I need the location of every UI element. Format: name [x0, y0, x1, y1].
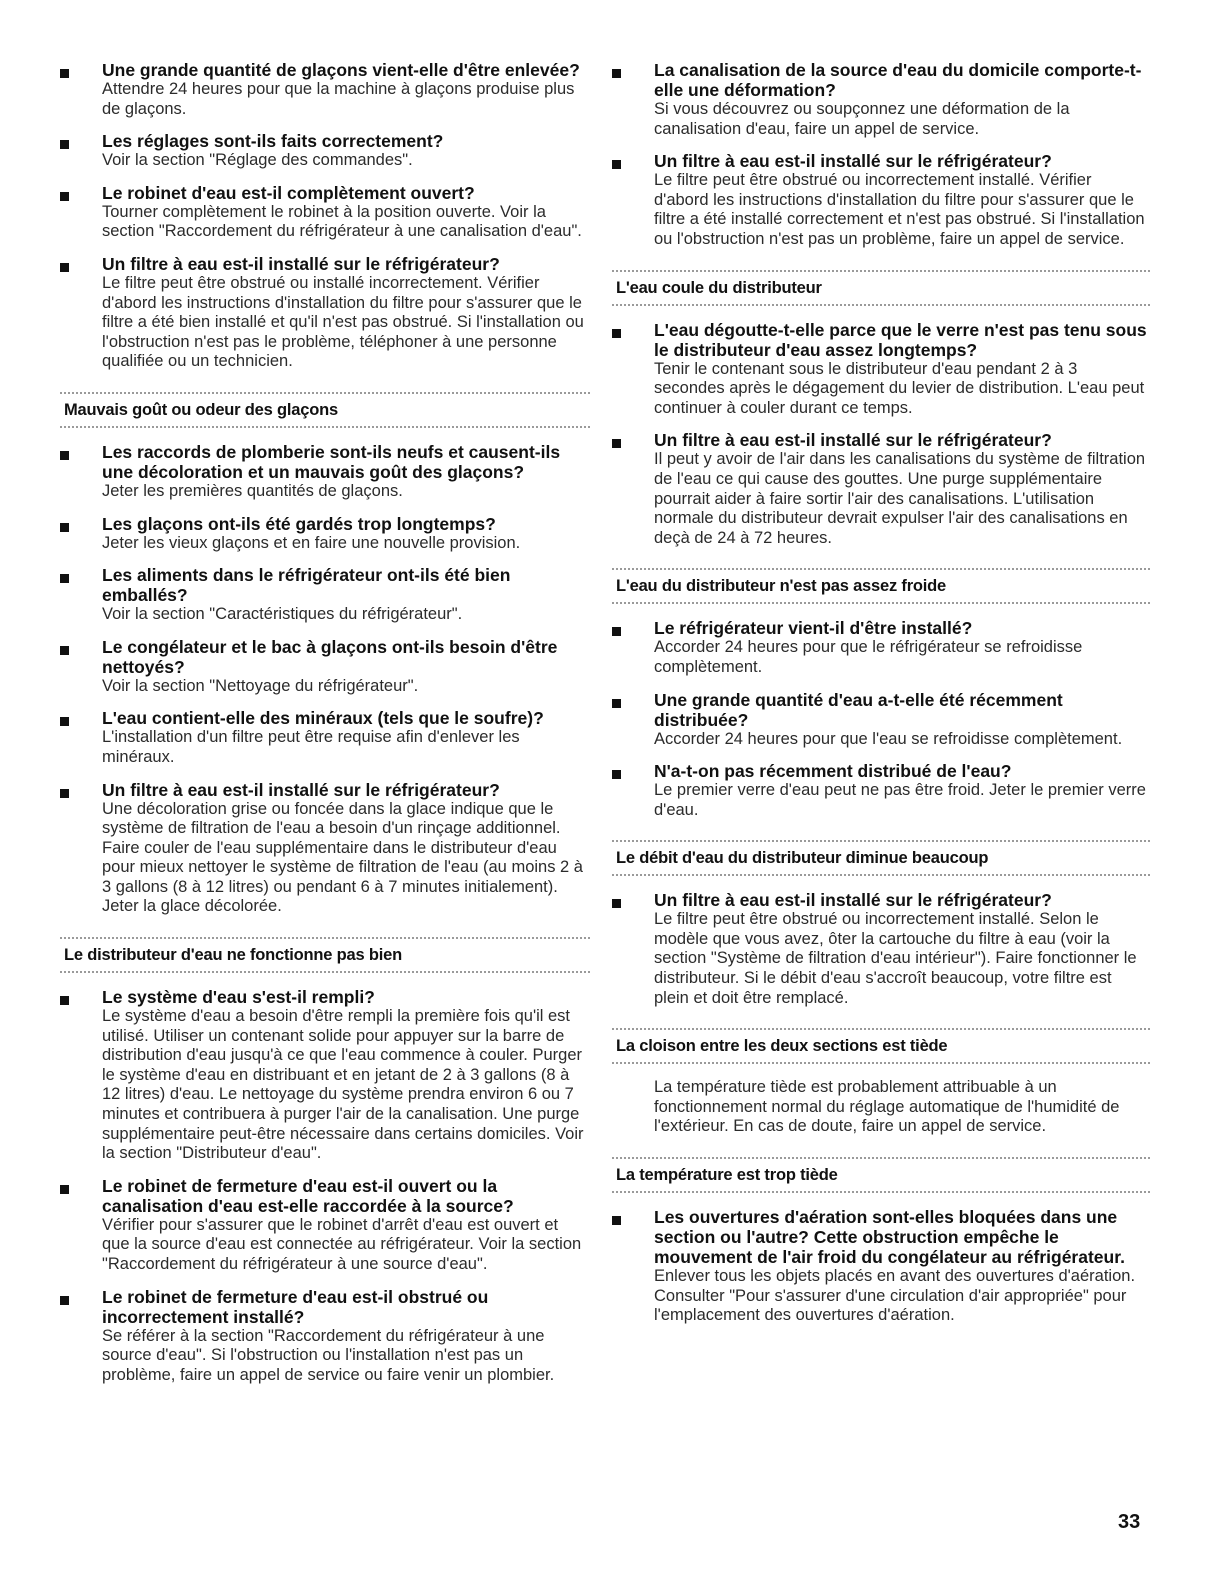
faq-question: Le réfrigérateur vient-il d'être installé? [654, 618, 973, 639]
square-bullet-icon [612, 627, 621, 636]
faq-item [60, 708, 590, 767]
dotted-rule [612, 1062, 1150, 1064]
square-bullet-icon [60, 789, 69, 798]
faq-item [60, 254, 590, 372]
faq-question: N'a-t-on pas récemment distribué de l'eau? [654, 761, 1012, 782]
faq-answer: Le système d'eau a besoin d'être rempli la première fois qu'il est utilisé. Utiliser un contenant solide pour appuyer sur la barre de distribution d'eau jusqu'à ce que l'eau commence à couler. Purger le système d'eau en distribuant et en jetant de 2 à 3 gallons (8 à 12 litres) d'eau. Le nettoyage du système prendra environ 6 ou 7 minutes et contribuera à purger l'air de la canalisation. Une purge supplémentaire peut-être nécessaire dans certains domiciles. Voir la section "Distributeur d'eau". [102, 1007, 584, 1163]
section-heading: Le distributeur d'eau ne fonctionne pas bien [64, 946, 402, 965]
faq-question: Un filtre à eau est-il installé sur le réfrigérateur? [654, 430, 1052, 451]
faq-question: Les aliments dans le réfrigérateur ont-ils été bien emballés? [102, 565, 511, 606]
section-heading: L'eau du distributeur n'est pas assez froide [616, 577, 947, 596]
square-bullet-icon [612, 1216, 621, 1225]
square-bullet-icon [60, 646, 69, 655]
faq-answer: Le filtre peut être obstrué ou installé incorrectement. Vérifier d'abord les instructions d'installation du filtre pour s'assurer que le filtre a été bien installé et qu'il n'est pas obstrué. Si l'installation ou l'obstruction n'est pas le problème, téléphoner à une personne qualifiée ou un technicien. [102, 273, 584, 371]
faq-answer: Une décoloration grise ou foncée dans la glace indique que le système de filtration de l'eau a besoin d'un rinçage additionnel. Faire couler de l'eau supplémentaire dans le distributeur d'eau pour mieux nettoyer le système de filtration de l'eau (au moins 2 à 3 gallons (8 à 12 litres) ou pendant 6 à 7 minutes initialement). Jeter la glace décolorée. [102, 799, 583, 916]
square-bullet-icon [612, 699, 621, 708]
faq-item [60, 514, 590, 554]
square-bullet-icon [612, 69, 621, 78]
left-column [60, 60, 590, 1397]
faq-answer: Se référer à la section "Raccordement du réfrigérateur à une source d'eau". Si l'obstruction ou l'installation n'est pas un problème, faire un appel de service ou faire venir un plombier. [102, 1326, 555, 1384]
faq-question: Un filtre à eau est-il installé sur le réfrigérateur? [102, 779, 500, 800]
square-bullet-icon [60, 263, 69, 272]
square-bullet-icon [612, 439, 621, 448]
body-paragraph: La température tiède est probablement attribuable à un fonctionnement normal du réglage automatique de l'humidité de l'extérieur. En cas de doute, faire un appel de service. [654, 1078, 1120, 1136]
faq-item [60, 183, 590, 242]
faq-item [60, 442, 590, 502]
right-column [612, 60, 1150, 1338]
page-number: 33 [1118, 1511, 1141, 1533]
faq-question: Le congélateur et le bac à glaçons ont-ils besoin d'être nettoyés? [102, 636, 558, 677]
section-heading: La température est trop tiède [616, 1166, 838, 1185]
square-bullet-icon [60, 574, 69, 583]
faq-answer: Tourner complètement le robinet à la position ouverte. Voir la section "Raccordement du réfrigérateur à une canalisation d'eau". [102, 202, 582, 241]
section-heading-block [612, 840, 1150, 876]
faq-item [60, 60, 590, 119]
faq-item [612, 618, 1150, 677]
square-bullet-icon [60, 1296, 69, 1305]
section-heading-block [60, 392, 590, 428]
section-heading: Mauvais goût ou odeur des glaçons [64, 400, 338, 419]
dotted-rule [612, 602, 1150, 604]
section-heading-block [60, 937, 590, 973]
faq-question: Une grande quantité de glaçons vient-elle d'être enlevée? [102, 60, 580, 80]
square-bullet-icon [60, 717, 69, 726]
faq-question: Les réglages sont-ils faits correctement? [102, 131, 444, 152]
faq-item [60, 987, 590, 1164]
section-heading: Le débit d'eau du distributeur diminue beaucoup [616, 849, 989, 868]
faq-question: Le système d'eau s'est-il rempli? [102, 987, 375, 1008]
square-bullet-icon [60, 140, 69, 149]
faq-answer: Si vous découvrez ou soupçonnez une déformation de la canalisation d'eau, faire un appel de service. [654, 100, 1070, 138]
square-bullet-icon [612, 899, 621, 908]
faq-answer: Attendre 24 heures pour que la machine à glaçons produise plus de glaçons. [102, 80, 575, 118]
faq-question: La canalisation de la source d'eau du domicile comporte-t-elle une déformation? [654, 60, 1142, 100]
section-heading: La cloison entre les deux sections est tiède [616, 1037, 948, 1056]
faq-answer: Jeter les vieux glaçons et en faire une nouvelle provision. [102, 533, 521, 552]
faq-item [612, 60, 1150, 139]
dotted-rule [60, 426, 590, 428]
faq-item [60, 1287, 590, 1386]
dotted-rule [612, 304, 1150, 306]
faq-question: Les raccords de plomberie sont-ils neufs et causent-ils une décoloration et un mauvais goût des glaçons? [102, 441, 561, 482]
faq-item [612, 690, 1150, 750]
faq-item [612, 890, 1150, 1008]
faq-question: Le robinet d'eau est-il complètement ouvert? [102, 182, 475, 203]
square-bullet-icon [60, 451, 69, 460]
faq-item [612, 151, 1150, 249]
square-bullet-icon [60, 523, 69, 532]
faq-answer: Le filtre peut être obstrué ou incorrectement installé. Selon le modèle que vous avez, ôter la cartouche du filtre à eau (voir la section "Système de filtration d'eau intérieur"). Faire fonctionner le distributeur. Si le débit d'eau s'accroît beaucoup, votre filtre est plein et doit être remplacé. [654, 910, 1137, 1007]
faq-answer: Enlever tous les objets placés en avant des ouvertures d'aération. Consulter "Pour s'assurer d'une circulation d'air appropriée" pour l'emplacement des ouvertures d'aération. [654, 1267, 1136, 1325]
faq-item [612, 320, 1150, 419]
faq-answer: Le premier verre d'eau peut ne pas être froid. Jeter le premier verre d'eau. [654, 781, 1146, 819]
dotted-rule [612, 1191, 1150, 1193]
faq-question: Un filtre à eau est-il installé sur le réfrigérateur? [102, 253, 500, 274]
faq-answer: Il peut y avoir de l'air dans les canalisations du système de filtration de l'eau ce qui cause des gouttes. Une purge supplémentaire pourrait aider à faire sortir l'air des canalisations. L'utilisation normale du distributeur devrait expulser l'air des canalisations en deçà de 24 à 72 heures. [654, 450, 1146, 547]
faq-item [60, 780, 590, 918]
square-bullet-icon [60, 69, 69, 78]
section-heading-block [612, 1157, 1150, 1193]
dotted-rule [612, 874, 1150, 876]
faq-item [60, 1176, 590, 1275]
faq-answer: Jeter les premières quantités de glaçons. [102, 481, 403, 500]
square-bullet-icon [60, 1185, 69, 1194]
section-heading-block [612, 1028, 1150, 1064]
faq-answer: Tenir le contenant sous le distributeur d'eau pendant 2 à 3 secondes après le dégagement du levier de distribution. L'eau peut continuer à couler durant ce temps. [654, 359, 1145, 417]
faq-question: L'eau dégoutte-t-elle parce que le verre n'est pas tenu sous le distributeur d'eau assez longtemps? [654, 319, 1147, 360]
faq-question: Les ouvertures d'aération sont-elles bloquées dans une section ou l'autre? Cette obstruction empêche le mouvement de l'air froid du congélateur au réfrigérateur. [654, 1207, 1125, 1268]
faq-answer: Voir la section "Nettoyage du réfrigérateur". [102, 676, 419, 695]
dotted-rule [60, 971, 590, 973]
faq-item [60, 637, 590, 697]
faq-item [612, 761, 1150, 820]
faq-item [612, 1207, 1150, 1326]
faq-question: Le robinet de fermeture d'eau est-il ouvert ou la canalisation d'eau est-elle raccordée à la source? [102, 1175, 514, 1216]
faq-question: Le robinet de fermeture d'eau est-il obstrué ou incorrectement installé? [102, 1286, 489, 1327]
square-bullet-icon [612, 160, 621, 169]
faq-answer: Le filtre peut être obstrué ou incorrectement installé. Vérifier d'abord les instructions d'installation du filtre pour s'assurer que le filtre a été installé correctement et n'est pas obstrué. Si l'installation ou l'obstruction n'est pas un problème, faire un appel de service. [654, 171, 1145, 248]
square-bullet-icon [612, 770, 621, 779]
faq-item [60, 565, 590, 625]
faq-question: Un filtre à eau est-il installé sur le réfrigérateur? [654, 151, 1052, 172]
square-bullet-icon [612, 329, 621, 338]
square-bullet-icon [60, 996, 69, 1005]
faq-answer: L'installation d'un filtre peut être requise afin d'enlever les minéraux. [102, 728, 520, 766]
faq-item [60, 131, 590, 171]
faq-answer: Accorder 24 heures pour que l'eau se refroidisse complètement. [654, 729, 1123, 748]
faq-question: Les glaçons ont-ils été gardés trop longtemps? [102, 513, 496, 534]
faq-question: L'eau contient-elle des minéraux (tels que le soufre)? [102, 708, 544, 729]
faq-answer: Voir la section "Réglage des commandes". [102, 151, 413, 170]
faq-question: Un filtre à eau est-il installé sur le réfrigérateur? [654, 890, 1052, 911]
section-heading-block [612, 568, 1150, 604]
section-heading: L'eau coule du distributeur [616, 278, 822, 297]
faq-answer: Voir la section "Caractéristiques du réfrigérateur". [102, 605, 463, 624]
faq-answer: Vérifier pour s'assurer que le robinet d'arrêt d'eau est ouvert et que la source d'eau est connectée au réfrigérateur. Voir la section "Raccordement du réfrigérateur à une source d'eau". [102, 1215, 582, 1273]
square-bullet-icon [60, 192, 69, 201]
faq-question: Une grande quantité d'eau a-t-elle été récemment distribuée? [654, 689, 1063, 730]
faq-answer: Accorder 24 heures pour que le réfrigérateur se refroidisse complètement. [654, 638, 1083, 676]
section-heading-block [612, 270, 1150, 306]
faq-item [612, 430, 1150, 548]
